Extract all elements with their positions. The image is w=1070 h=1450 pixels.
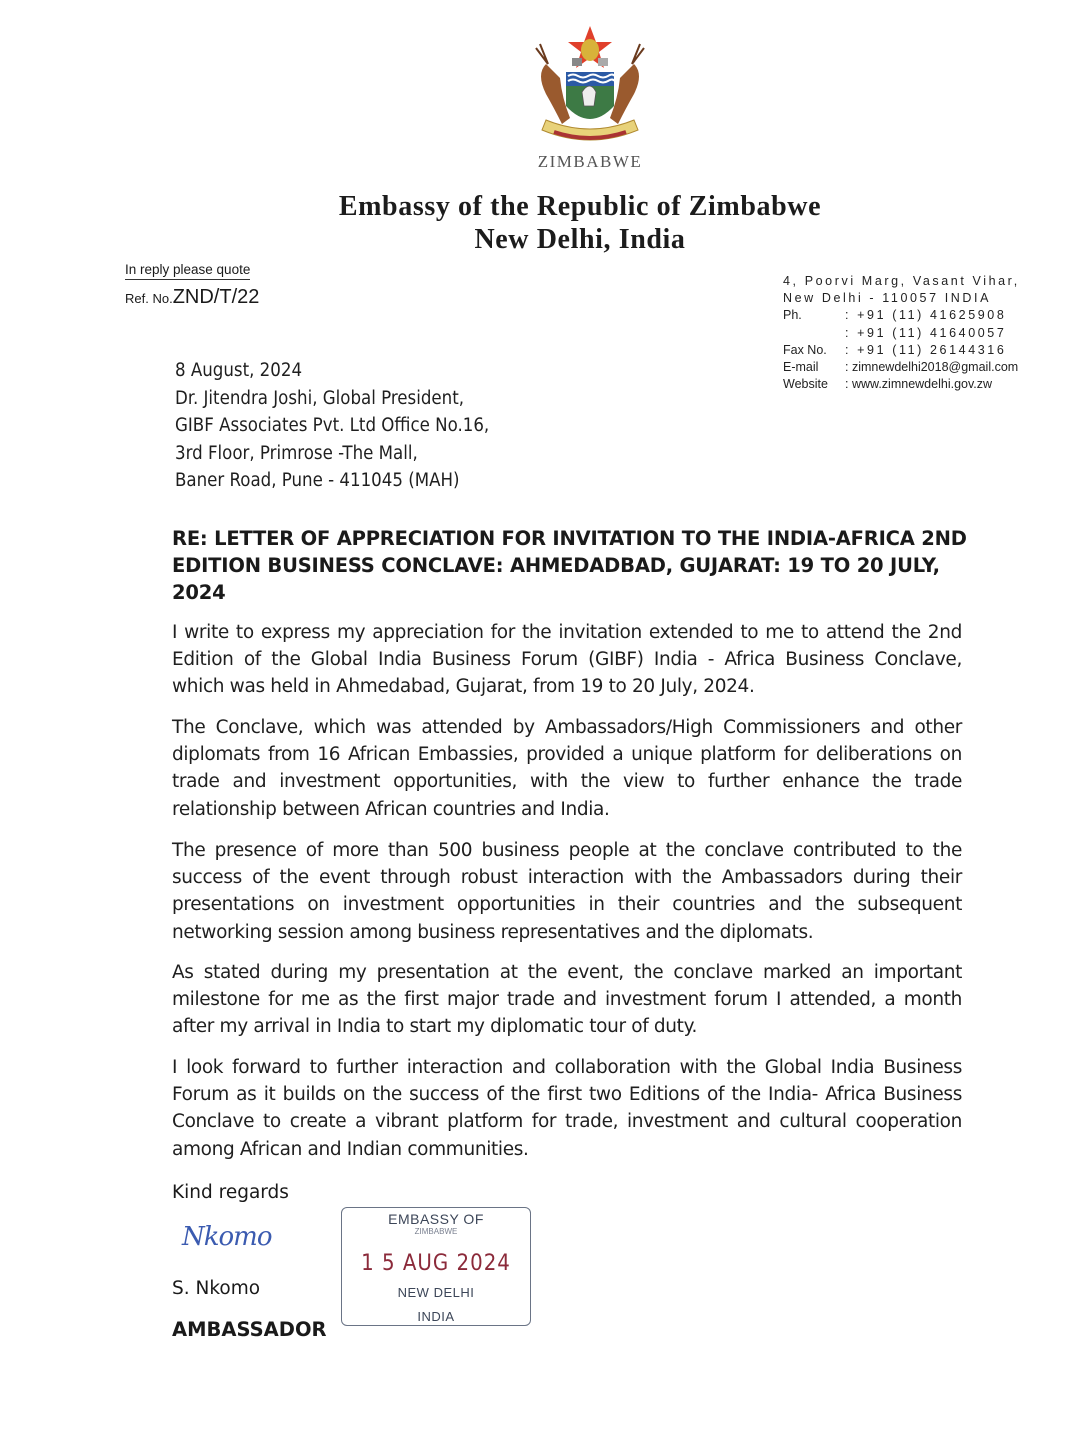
recipient-line: 3rd Floor, Primrose -The Mall,	[175, 442, 418, 464]
recipient-line: Dr. Jitendra Joshi, Global President,	[175, 387, 464, 409]
stamp-line: NEW DELHI	[397, 1285, 475, 1300]
ref-value: ZND/T/22	[172, 286, 260, 308]
email-link[interactable]: : zimnewdelhi2018@gmail.com	[845, 360, 1019, 375]
address-line: 4, Poorvi Marg, Vasant Vihar,	[783, 274, 1020, 288]
signer-name: S. Nkomo	[172, 1278, 261, 1299]
stamp-date: 1 5 AUG 2024	[361, 1251, 511, 1276]
stamp-line: INDIA	[417, 1309, 455, 1324]
reply-note: In reply please quote	[125, 262, 250, 280]
fax-row: Fax No. : +91 (11) 26144316	[783, 342, 1007, 357]
ref-label: Ref. No.	[125, 291, 173, 306]
website-link[interactable]: : www.zimnewdelhi.gov.zw	[845, 377, 993, 392]
body-paragraph: The presence of more than 500 business people at the conclave contributed to the success of the event through robust interaction with the Ambassadors during their presentations on investment opportunities in their countries and the subsequent networking session among business representatives and the diplomats.	[172, 840, 962, 943]
crest-label: ZIMBABWE	[537, 152, 643, 171]
reference-number	[125, 286, 259, 309]
signer-title: AMBASSADOR	[172, 1318, 327, 1341]
stamp-line: ZIMBABWE	[414, 1227, 458, 1236]
address-line: New Delhi - 110057 INDIA	[783, 291, 992, 306]
embassy-location: New Delhi, India	[474, 224, 686, 255]
phone-row: : +91 (11) 41640057	[845, 325, 1007, 340]
embassy-name: Embassy of the Republic of Zimbabwe	[338, 191, 822, 222]
closing: Kind regards	[172, 1182, 289, 1203]
email-row: E-mail : zimnewdelhi2018@gmail.com	[783, 359, 1020, 376]
reference-block	[125, 262, 259, 309]
phone-row: Ph. : +91 (11) 41625908	[783, 308, 1007, 323]
recipient-block	[175, 357, 489, 495]
embassy-contact-block	[783, 273, 1020, 393]
received-stamp	[341, 1207, 531, 1326]
body-paragraph: The Conclave, which was attended by Ambassadors/High Commissioners and other diplomats from 16 African Embassies, provided a unique platform for deliberations on trade and investment opportunities, with the view to further enhance the trade relationship between African countries and India.	[172, 717, 962, 820]
letterhead-title	[200, 190, 960, 256]
recipient-line: GIBF Associates Pvt. Ltd Office No.16,	[175, 415, 490, 436]
recipient-line: Baner Road, Pune - 411045 (MAH)	[175, 470, 460, 491]
stamp-line: EMBASSY OF	[388, 1211, 484, 1227]
body-paragraph: I write to express my appreciation for the invitation extended to me to attend the 2nd Edition of the Global India Business Forum (GIBF) India - Africa Business Conclave, which was held in Ahmedabad, Gujarat, from 19 to 20 July, 2024.	[172, 622, 962, 698]
coat-of-arms-icon	[510, 24, 670, 149]
letter-subject: RE: LETTER OF APPRECIATION FOR INVITATION TO THE INDIA-AFRICA 2ND EDITION BUSINESS CONCLAVE: AHMEDADBAD, GUJARAT: 19 TO 20 JULY, 2024	[172, 527, 967, 604]
body-paragraph: As stated during my presentation at the event, the conclave marked an important milestone for me as the first major trade and investment forum I attended, a month after my arrival in India to start my diplomatic tour of duty.	[172, 962, 962, 1038]
body-paragraph: I look forward to further interaction and collaboration with the Global India Business Forum as it builds on the success of the first two Editions of the India- Africa Business Conclave to create a vibrant platform for trade, investment and cultural cooperation among African and Indian communities.	[172, 1057, 962, 1160]
letter-date: 8 August, 2024	[175, 360, 303, 381]
website-row: Website : www.zimnewdelhi.gov.zw	[783, 376, 1020, 393]
signature: Nkomo	[182, 1222, 272, 1252]
